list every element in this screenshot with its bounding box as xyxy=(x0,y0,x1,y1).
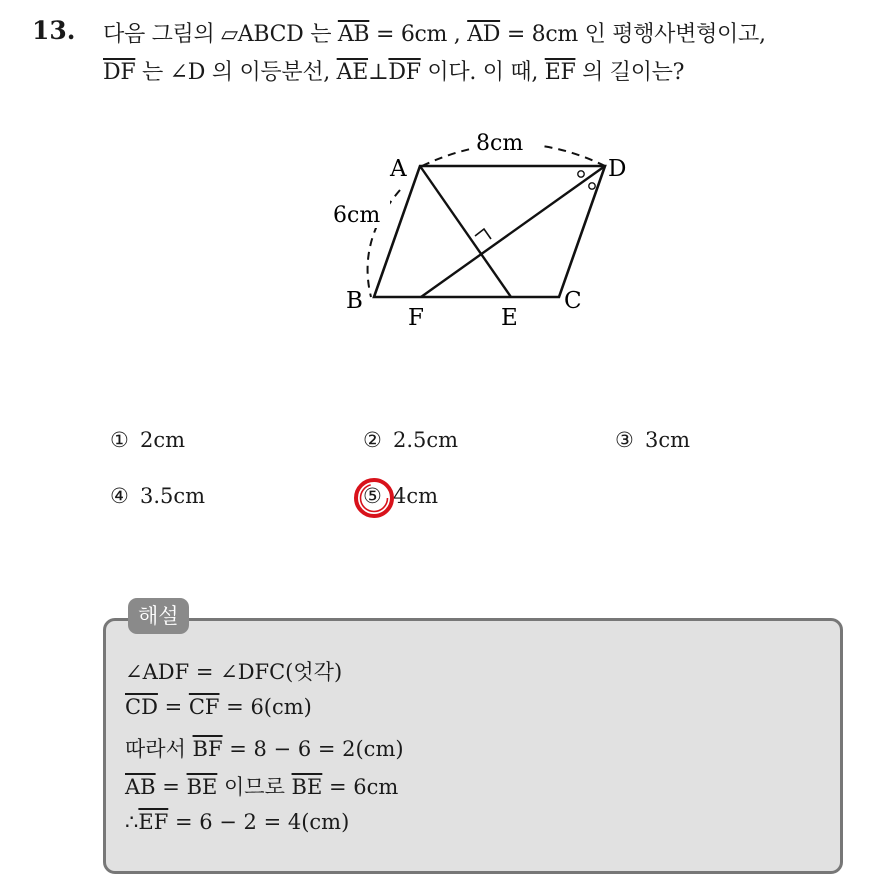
seg-be-2: $\overline{BE}$ xyxy=(291,775,323,799)
choice-3-text: 3cm xyxy=(645,428,691,452)
choice-2[interactable] xyxy=(363,428,458,452)
seg-bf: $\overline{BF}$ xyxy=(192,737,223,761)
label-e: E xyxy=(501,305,518,331)
sl4-eq: = xyxy=(155,775,187,799)
seg-ef-sol: $\overline{EF}$ xyxy=(138,810,169,834)
choice-3-mark: ③ xyxy=(615,428,634,452)
ad-length-label: 8cm xyxy=(476,131,524,156)
q1-text-c: = 8cm 인 평행사변형이고, xyxy=(500,22,766,47)
perp-symbol: ⊥ xyxy=(368,60,389,85)
seg-be: $\overline{BE}$ xyxy=(186,775,218,799)
solution-line-2 xyxy=(125,695,312,719)
label-b: B xyxy=(346,288,363,314)
choice-4[interactable] xyxy=(110,484,205,508)
angle-mark-1 xyxy=(578,171,584,177)
label-c: C xyxy=(564,288,582,314)
question-line-1 xyxy=(103,17,766,48)
segment-df xyxy=(421,166,605,297)
parallelogram-figure xyxy=(320,120,640,335)
solution-tab: 해설 xyxy=(128,598,189,634)
seg-ad: $\overline{AD}$ xyxy=(467,22,501,47)
parallelogram-abcd xyxy=(374,166,605,297)
sl4-mid: 이므로 xyxy=(217,775,292,799)
choice-5-mark: ⑤ xyxy=(363,484,382,508)
solution-line-3 xyxy=(125,733,404,763)
seg-cd: $\overline{CD}$ xyxy=(125,695,158,719)
sl4-val: = 6cm xyxy=(322,775,399,799)
sl3-pre: 따라서 xyxy=(125,737,193,761)
label-d: D xyxy=(608,156,627,182)
q2-text-a: 는 ∠D 의 이등분선, xyxy=(135,60,337,85)
choice-3[interactable] xyxy=(615,428,690,452)
q1-text-b: = 6cm , xyxy=(369,22,468,47)
right-angle-mark xyxy=(475,229,491,239)
selected-answer-circle xyxy=(352,476,396,520)
choice-4-mark: ④ xyxy=(110,484,129,508)
choice-1-mark: ① xyxy=(110,428,129,452)
choice-1[interactable] xyxy=(110,428,185,452)
sl2-eq: = xyxy=(157,695,189,719)
choice-5-text: 4cm xyxy=(393,484,439,508)
seg-ab: $\overline{AB}$ xyxy=(337,22,370,47)
seg-ab-sol: $\overline{AB}$ xyxy=(125,775,156,799)
solution-line-5 xyxy=(125,810,349,834)
seg-ef: $\overline{EF}$ xyxy=(544,60,576,85)
therefore-symbol: ∴ xyxy=(125,810,139,834)
seg-cf: $\overline{CF}$ xyxy=(188,695,220,719)
angle-mark-2 xyxy=(589,183,595,189)
label-f: F xyxy=(408,305,424,331)
sl5-val: = 6 − 2 = 4(cm) xyxy=(168,810,350,834)
sl2-val: = 6(cm) xyxy=(219,695,312,719)
solution-line-1: ∠ADF = ∠DFC(엇각) xyxy=(125,660,343,684)
sl3-val: = 8 − 6 = 2(cm) xyxy=(222,737,404,761)
seg-df: $\overline{DF}$ xyxy=(103,60,136,85)
q2-text-c: 의 길이는? xyxy=(575,60,685,85)
solution-line-4 xyxy=(125,771,398,801)
ab-length-label: 6cm xyxy=(333,203,381,228)
choice-1-text: 2cm xyxy=(140,428,186,452)
choice-2-text: 2.5cm xyxy=(393,428,459,452)
q1-text-a: 다음 그림의 ▱ABCD 는 xyxy=(103,22,338,47)
question-number: 13. xyxy=(32,16,76,45)
question-line-2 xyxy=(103,55,684,86)
q2-text-b: 이다. 이 때, xyxy=(420,60,545,85)
choice-4-text: 3.5cm xyxy=(140,484,206,508)
seg-ae: $\overline{AE}$ xyxy=(336,60,369,85)
seg-df-2: $\overline{DF}$ xyxy=(388,60,421,85)
segment-ae xyxy=(420,166,511,297)
label-a: A xyxy=(390,156,407,182)
choice-2-mark: ② xyxy=(363,428,382,452)
